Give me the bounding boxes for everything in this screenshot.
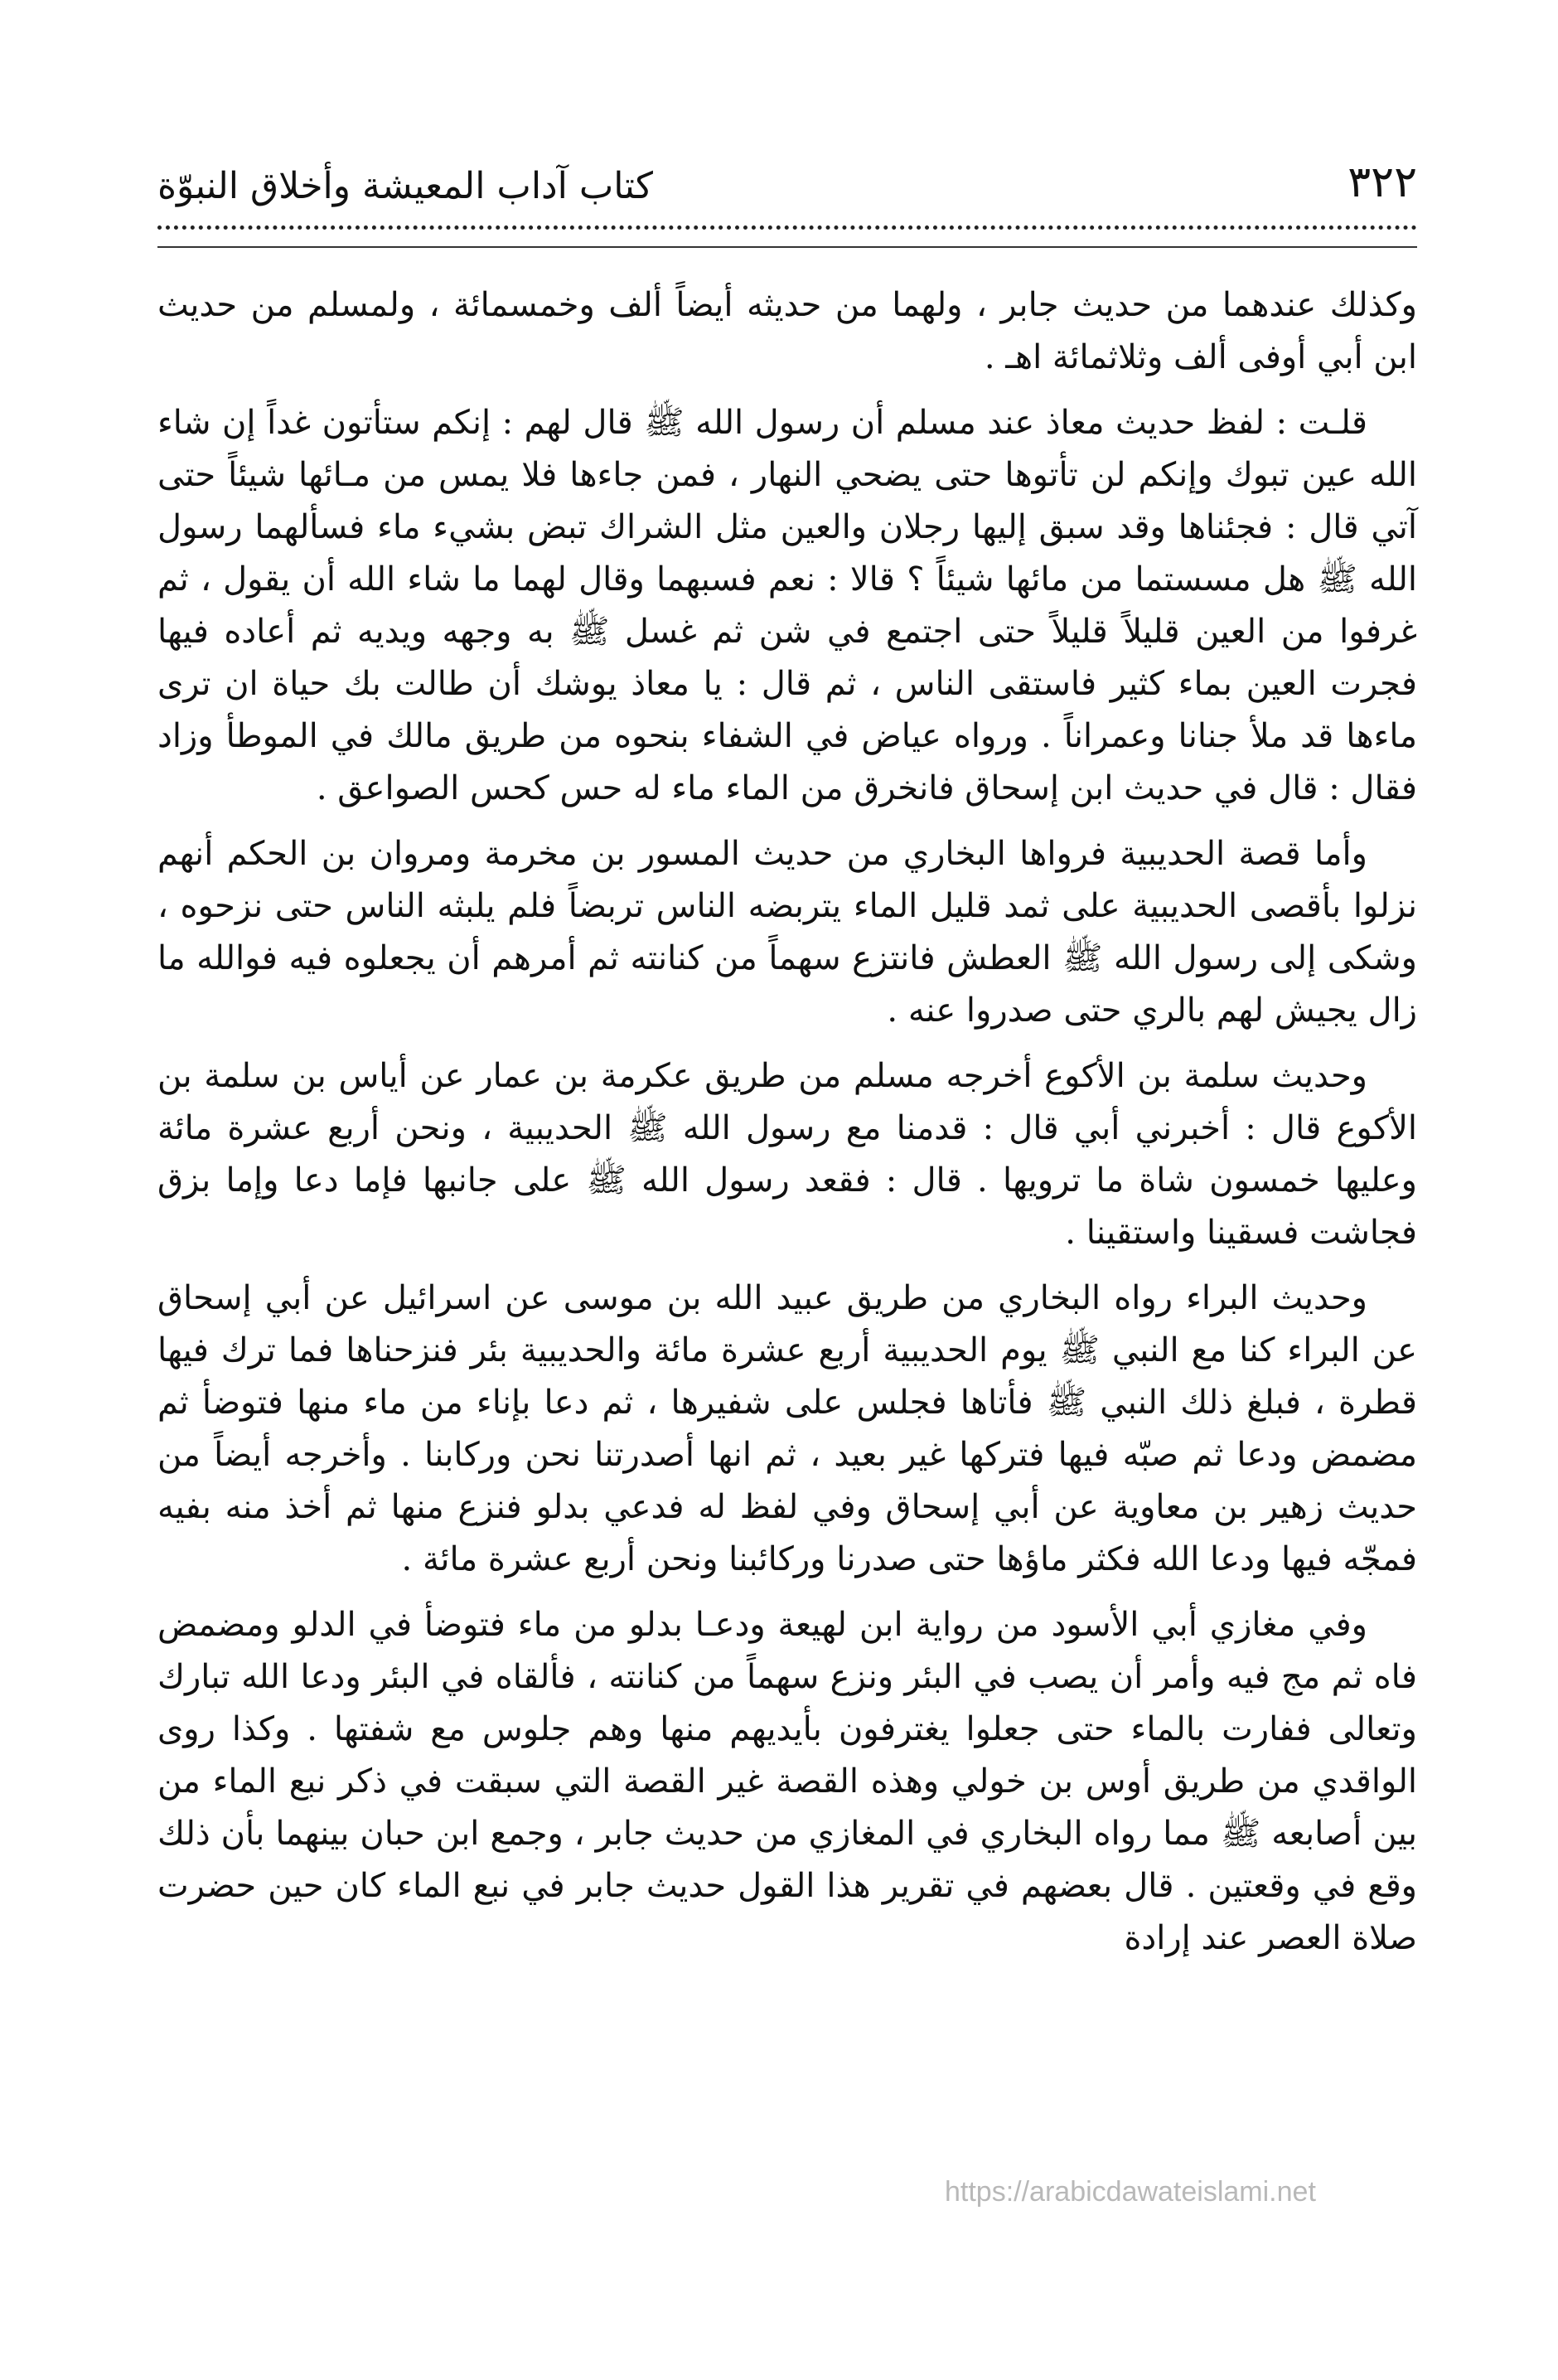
paragraph: وكذلك عندهما من حديث جابر ، ولهما من حديثه أيضاً ألف وخمسمائة ، ولمسلم من حديث ابن أبي أوفى ألف وثلاثمائة اهـ . — [157, 286, 1417, 376]
running-title: كتاب آداب المعيشة وأخلاق النبوّة — [157, 165, 653, 207]
solid-divider — [157, 246, 1417, 248]
paragraph: وحديث سلمة بن الأكوع أخرجه مسلم من طريق عكرمة بن عمار عن أياس بن سلمة بن الأكوع قال : أخبرني أبي قال : قدمنا مع رسول الله ﷺ الحديبية ، ونحن أربع عشرة مائة وعليها خمسون شاة ما ترويها . قال : فقعد رسول الله ﷺ على جانبها فإما دعا وإما بزق فجاشت فسقينا واستقينا . — [157, 1057, 1417, 1252]
paragraph: قلـت : لفظ حديث معاذ عند مسلم أن رسول الله ﷺ قال لهم : إنكم ستأتون غداً إن شاء الله عين تبوك وإنكم لن تأتوها حتى يضحي النهار ، فمن جاءها فلا يمس من مـائها شيئاً حتى آتي قال : فجئناها وقد سبق إليها رجلان والعين مثل الشراك تبض بشيء ماء فسألهما رسول الله ﷺ هل مسستما من مائها شيئاً ؟ قالا : نعم فسبهما وقال لهما ما شاء الله أن يقول ، ثم غرفوا من العين قليلاً قليلاً حتى اجتمع في شن ثم غسل ﷺ به وجهه ويديه ثم أعاده فيها فجرت العين بماء كثير فاستقى الناس ، ثم قال : يا معاذ يوشك أن طالت بك حياة ان ترى ماءها قد ملأ جنانا وعمراناً . ورواه عياض في الشفاء بنحوه من طريق مالك في الموطأ وزاد فقال : قال في حديث ابن إسحاق فانخرق من الماء ماء له حس كحس الصواعق . — [157, 404, 1417, 807]
body-text — [157, 279, 1417, 1965]
paragraph: وأما قصة الحديبية فرواها البخاري من حديث المسور بن مخرمة ومروان بن الحكم أنهم نزلوا بأقصى الحديبية على ثمد قليل الماء يتربضه الناس تربضاً فلم يلبثه الناس حتى نزحوه ، وشكى إلى رسول الله ﷺ العطش فانتزع سهماً من كنانته ثم أمرهم أن يجعلوه فيه فوالله ما زال يجيش لهم بالري حتى صدروا عنه . — [157, 835, 1417, 1030]
book-page — [157, 124, 1417, 2354]
watermark-url: https://arabicdawateislami.net — [945, 2176, 1316, 2208]
dotted-divider — [157, 225, 1417, 230]
paragraph: وفي مغازي أبي الأسود من رواية ابن لهيعة ودعـا بدلو من ماء فتوضأ في الدلو ومضمض فاه ثم مج فيه وأمر أن يصب في البئر ونزع سهماً من كنانته ، فألقاه في البئر ودعا الله تبارك وتعالى ففارت بالماء حتى جعلوا يغترفون بأيديهم منها وهم جلوس مع شفتها . وكذا روى الواقدي من طريق أوس بن خولي وهذه القصة غير القصة التي سبقت في ذكر نبع الماء من بين أصابعه ﷺ مما رواه البخاري في المغازي من حديث جابر ، وجمع ابن حبان بينهما بأن ذلك وقع في وقعتين . قال بعضهم في تقرير هذا القول حديث جابر في نبع الماء كان حين حضرت صلاة العصر عند إرادة — [157, 1606, 1418, 1957]
page-number: ٣٢٢ — [1348, 158, 1417, 207]
paragraph: وحديث البراء رواه البخاري من طريق عبيد الله بن موسى عن اسرائيل عن أبي إسحاق عن البراء كنا مع النبي ﷺ يوم الحديبية أربع عشرة مائة والحديبية بئر فنزحناها فما ترك فيها قطرة ، فبلغ ذلك النبي ﷺ فأتاها فجلس على شفيرها ، ثم دعا بإناء من ماء منها فتوضأ ثم مضمض ودعا ثم صبّه فيها فتركها غير بعيد ، ثم انها أصدرتنا نحن وركابنا . وأخرجه أيضاً من حديث زهير بن معاوية عن أبي إسحاق وفي لفظ له فدعي بدلو فنزع منها ثم أخذ منه بفيه فمجّه فيها ودعا الله فكثر ماؤها حتى صدرنا وركائبنا ونحن أربع عشرة مائة . — [157, 1279, 1417, 1578]
page-header — [157, 124, 1417, 207]
